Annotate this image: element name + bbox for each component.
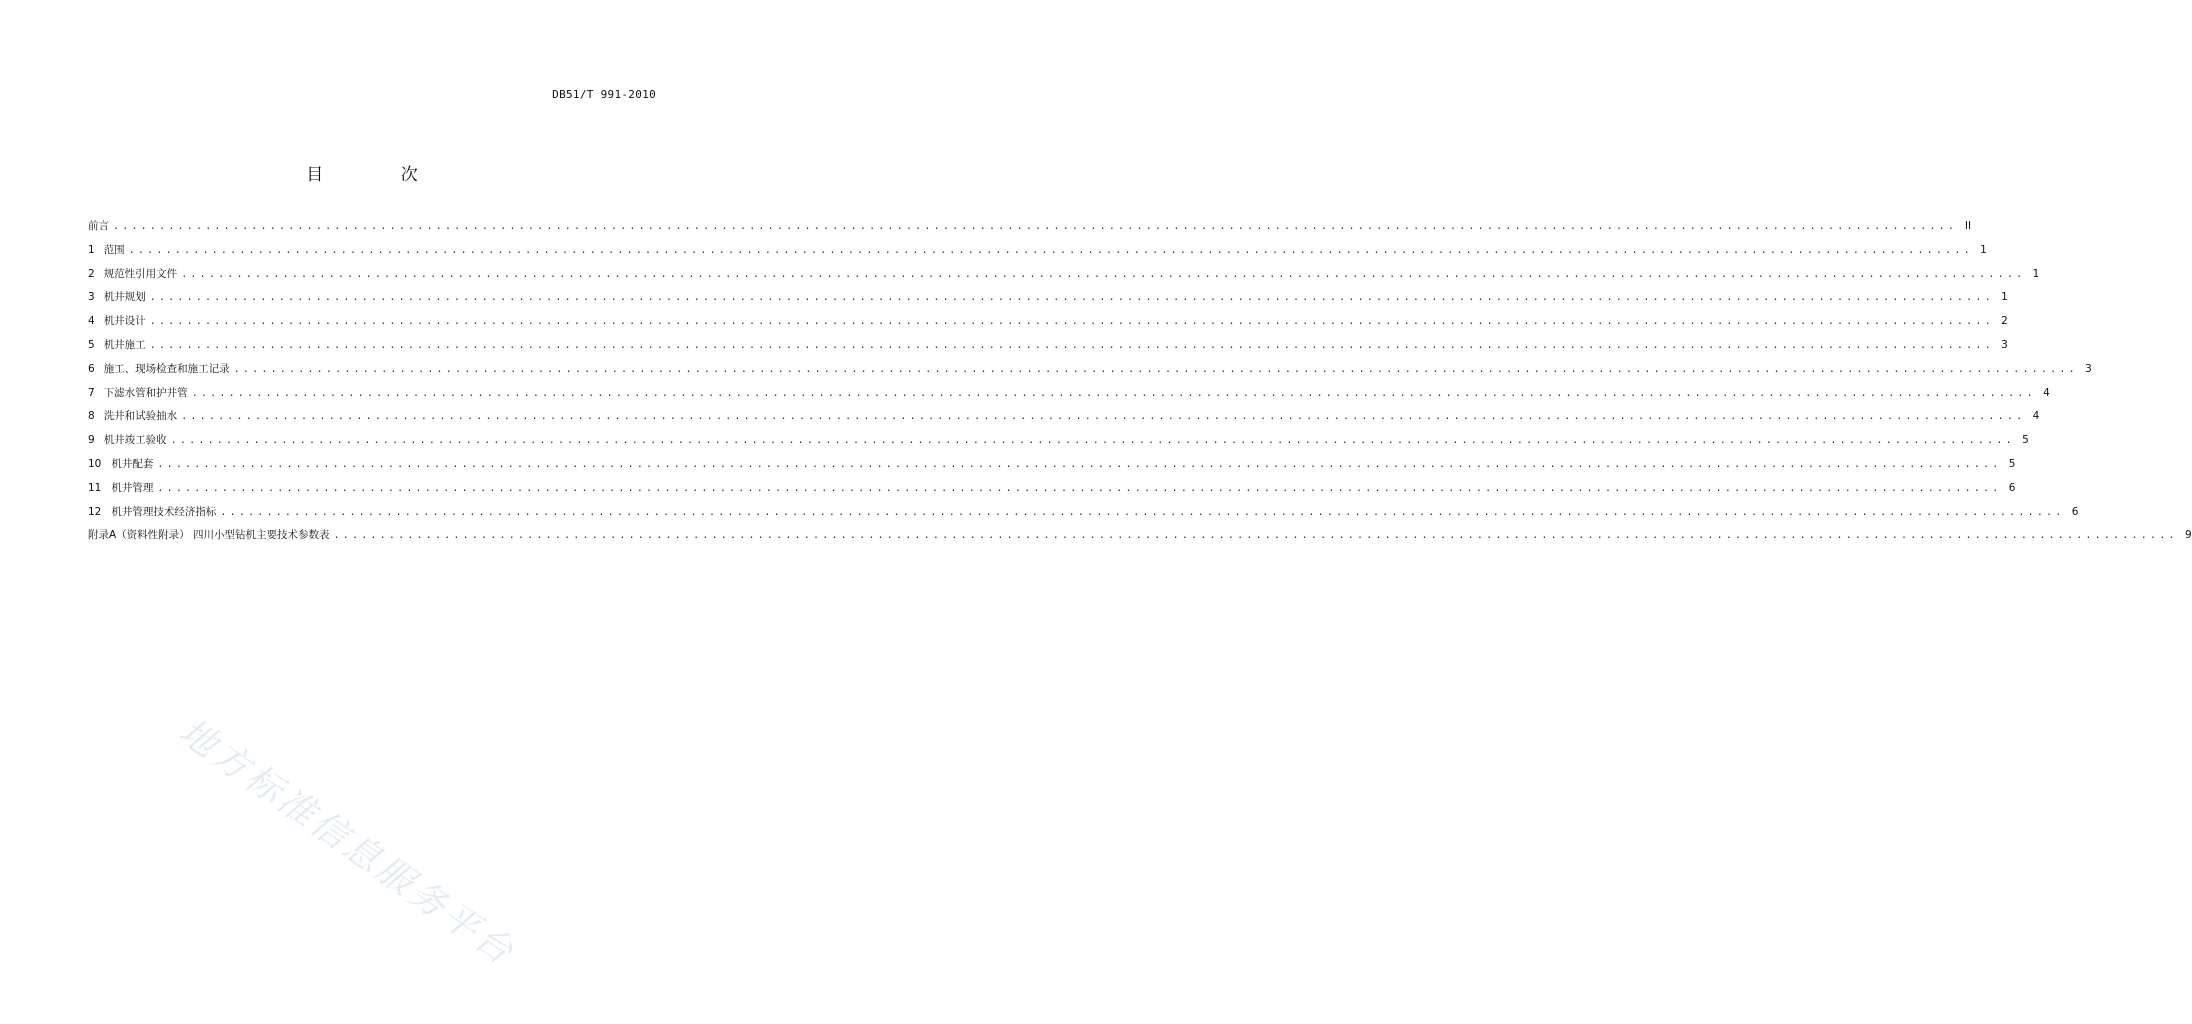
toc-page-number: II [1964, 220, 1972, 232]
toc-entry-text: 机井设计 [103, 315, 146, 328]
toc-leader-dots: ........................................................................................................................................................................................................ [233, 363, 2078, 375]
toc-entry-number: 11 [88, 481, 102, 494]
toc-page-number: 1 [1980, 243, 1987, 256]
toc-entry-number: 2 [88, 267, 95, 280]
toc-entry-text: 规范性引用文件 [103, 267, 178, 280]
toc-entry[interactable] [88, 456, 2016, 480]
toc-entry-text: 前言 [88, 220, 109, 232]
toc-entry-text: 机井规划 [103, 291, 146, 304]
toc-page-number: 9 [2184, 529, 2192, 542]
toc-entry[interactable] [88, 242, 1987, 266]
toc-page-number: 6 [2071, 505, 2079, 518]
toc-entry[interactable] [88, 480, 2016, 504]
toc-entry-text: 附录A（资料性附录） 四川小型钻机主要技术参数表 [88, 529, 330, 542]
toc-entry[interactable] [88, 337, 2008, 361]
toc-leader-dots: ........................................................................................................................................................................................................ [149, 292, 1994, 304]
toc-leader-dots: ........................................................................................................................................................................................................ [128, 244, 1973, 256]
toc-entry-text: 范围 [103, 243, 125, 256]
toc-leader-dots: ........................................................................................................................................................................................................ [113, 221, 1958, 232]
toc-entry-text: 机井竣工验收 [103, 434, 167, 447]
toc-entry-text: 施工、现场检查和施工记录 [103, 362, 230, 375]
toc-leader-dots: ........................................................................................................................................................................................................ [220, 506, 2065, 518]
toc-entry-number: 1 [88, 243, 95, 256]
toc-entry-number: 5 [88, 338, 95, 351]
toc-page-number: 3 [2001, 338, 2008, 351]
toc-leader-dots: ........................................................................................................................................................................................................ [157, 458, 2002, 470]
toc-leader-dots: ........................................................................................................................................................................................................ [170, 435, 2015, 447]
toc-entry-number: 10 [88, 457, 102, 470]
toc-entry-text: 机井施工 [103, 338, 146, 351]
toc-page-number: 1 [2032, 267, 2040, 280]
toc-leader-dots: ........................................................................................................................................................................................................ [181, 411, 2026, 423]
toc-entry[interactable] [88, 361, 2092, 385]
toc-entry-number: 4 [88, 315, 95, 328]
toc-entry-number: 6 [88, 362, 95, 375]
toc-entry-text: 机井管理技术经济指标 [111, 505, 217, 518]
toc-page-number: 4 [2043, 386, 2050, 399]
toc-page-number: 5 [2008, 457, 2016, 470]
toc-leader-dots: ........................................................................................................................................................................................................ [191, 387, 2036, 399]
toc-entry-number: 9 [88, 434, 95, 447]
toc-leader-dots: ........................................................................................................................................................................................................ [157, 482, 2002, 494]
toc-entry[interactable] [88, 504, 2079, 528]
toc-page-number: 4 [2032, 410, 2040, 423]
toc-entry[interactable] [88, 218, 1972, 242]
toc-entry[interactable] [88, 266, 2040, 290]
toc-entry-text: 洗井和试验抽水 [103, 410, 178, 423]
toc-entry-text: 下滤水管和护井管 [103, 386, 188, 399]
toc-leader-dots: ........................................................................................................................................................................................................ [149, 316, 1994, 328]
table-of-contents [88, 218, 2192, 551]
toc-entry-number: 12 [88, 505, 102, 518]
toc-page-number: 1 [2001, 291, 2008, 304]
toc-entry[interactable] [88, 408, 2040, 432]
toc-entry-number: 7 [88, 386, 95, 399]
toc-entry[interactable] [88, 432, 2029, 456]
toc-entry[interactable] [88, 385, 2050, 409]
toc-entry[interactable] [88, 527, 2192, 551]
standard-code: DB51/T 991-2010 [552, 88, 656, 101]
toc-page-number: 2 [2001, 315, 2008, 328]
watermark: 地方标准信息服务平台 [171, 711, 523, 975]
toc-entry-text: 机井管理 [111, 481, 154, 494]
toc-entry[interactable] [88, 313, 2008, 337]
toc-page-number: 3 [2085, 362, 2092, 375]
toc-leader-dots: ........................................................................................................................................................................................................ [149, 339, 1994, 351]
toc-entry-text: 机井配套 [111, 457, 154, 470]
toc-entry-number: 3 [88, 291, 95, 304]
toc-title: 目 次 [306, 165, 454, 185]
toc-leader-dots: ........................................................................................................................................................................................................ [333, 530, 2178, 542]
toc-leader-dots: ........................................................................................................................................................................................................ [181, 268, 2026, 280]
toc-page-number: 6 [2008, 481, 2016, 494]
toc-entry[interactable] [88, 289, 2008, 313]
toc-page-number: 5 [2022, 434, 2029, 447]
toc-entry-number: 8 [88, 410, 95, 423]
